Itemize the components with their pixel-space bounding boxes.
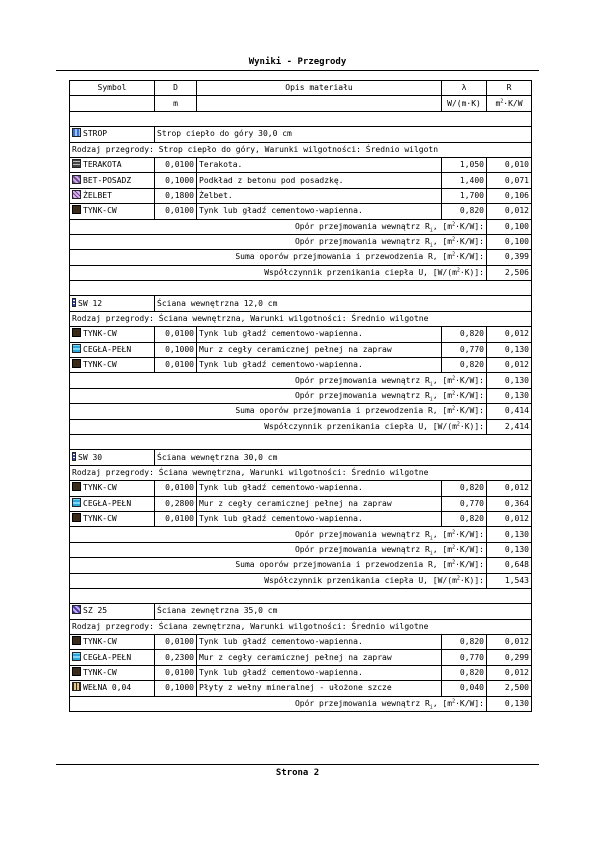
layer-thickness: 0,1000 <box>155 173 197 188</box>
u-row <box>70 419 532 434</box>
layer-lambda: 1,400 <box>442 173 487 188</box>
layer-symbol: TYNK-CW <box>70 358 155 373</box>
wall-icon <box>72 452 76 461</box>
partition-symbol: SW 12 <box>70 296 155 311</box>
layer-description: Terakota. <box>197 157 442 172</box>
header-lambda: λ <box>442 81 487 96</box>
ri-row-label: Opór przejmowania wewnątrz $R_i$, $[m^2\cdot K/W]$: <box>70 219 487 234</box>
layer-lambda: 0,820 <box>442 511 487 526</box>
layer-lambda: 0,820 <box>442 358 487 373</box>
brick-icon <box>72 498 81 507</box>
layer-lambda: 0,040 <box>442 681 487 696</box>
layer-resistance: 0,012 <box>487 635 532 650</box>
layer-row <box>70 681 532 696</box>
layer-description: Tynk lub gładź cementowo-wapienna. <box>197 665 442 680</box>
unit-r: $m^2\cdot K/W$ <box>487 96 532 111</box>
partition-title-row <box>70 604 532 619</box>
layer-row <box>70 188 532 203</box>
unit-opis <box>197 96 442 111</box>
ri-row <box>70 373 532 388</box>
partition-kind-row <box>70 465 532 480</box>
sum-row-value: 0,399 <box>487 250 532 265</box>
layer-description: Płyty z wełny mineralnej - ułożone szcze <box>197 681 442 696</box>
layer-resistance: 0,106 <box>487 188 532 203</box>
plaster-icon <box>72 667 81 676</box>
layer-symbol: TYNK-CW <box>70 511 155 526</box>
u-row-value: 1,543 <box>487 573 532 588</box>
layer-resistance: 0,012 <box>487 327 532 342</box>
ri-row-label: Opór przejmowania wewnątrz $R_i$, $[m^2\cdot K/W]$: <box>70 527 487 542</box>
partition-description: Strop ciepło do góry 30,0 cm <box>155 127 532 142</box>
layer-row <box>70 157 532 172</box>
u-row <box>70 573 532 588</box>
spacer-cell <box>70 281 532 296</box>
ri-row <box>70 219 532 234</box>
u-row-value: 2,414 <box>487 419 532 434</box>
ri-row-label: Opór przejmowania wewnątrz $R_i$, $[m^2\cdot K/W]$: <box>70 234 487 249</box>
header-d: D <box>155 81 197 96</box>
ri-row <box>70 388 532 403</box>
ri-row <box>70 542 532 557</box>
ri-row-label: Opór przejmowania wewnątrz $R_i$, $[m^2\cdot K/W]$: <box>70 388 487 403</box>
ri-row-label: Opór przejmowania wewnątrz $R_i$, $[m^2\cdot K/W]$: <box>70 696 487 711</box>
unit-d: m <box>155 96 197 111</box>
layer-resistance: 0,071 <box>487 173 532 188</box>
layer-resistance: 0,130 <box>487 342 532 357</box>
ri-row-value: 0,100 <box>487 219 532 234</box>
layer-thickness: 0,2800 <box>155 496 197 511</box>
layer-symbol: CEGŁA-PEŁN <box>70 342 155 357</box>
layer-lambda: 0,820 <box>442 481 487 496</box>
layer-symbol: TERAKOTA <box>70 157 155 172</box>
layer-symbol: CEGŁA-PEŁN <box>70 650 155 665</box>
layer-thickness: 0,0100 <box>155 481 197 496</box>
layer-description: Tynk lub gładź cementowo-wapienna. <box>197 635 442 650</box>
ri-row-value: 0,130 <box>487 388 532 403</box>
layer-thickness: 0,1800 <box>155 188 197 203</box>
partition-kind: Rodzaj przegrody: Ściana wewnętrzna, Warunki wilgotności: Średnio wilgotne <box>70 465 532 480</box>
layer-thickness: 0,0100 <box>155 204 197 219</box>
plaster-icon <box>72 359 81 368</box>
layer-thickness: 0,0100 <box>155 157 197 172</box>
partition-kind: Rodzaj przegrody: Ściana zewnętrzna, Warunki wilgotności: Średnio wilgotne <box>70 619 532 634</box>
layer-row <box>70 481 532 496</box>
u-row-label: Współczynnik przenikania ciepła U, $[W/(m^2\cdot K)]$: <box>70 419 487 434</box>
layer-symbol: BET-POSADZ <box>70 173 155 188</box>
unit-symbol <box>70 96 155 111</box>
brick-icon <box>72 652 81 661</box>
layer-resistance: 0,012 <box>487 665 532 680</box>
plaster-icon <box>72 513 81 522</box>
partition-title-row <box>70 296 532 311</box>
brick-icon <box>72 344 81 353</box>
layer-resistance: 0,012 <box>487 358 532 373</box>
u-row-value: 2,506 <box>487 265 532 280</box>
layer-symbol: TYNK-CW <box>70 481 155 496</box>
partition-kind: Rodzaj przegrody: Strop ciepło do góry, Warunki wilgotności: Średnio wilgotn <box>70 142 532 157</box>
layer-row <box>70 496 532 511</box>
sum-row <box>70 404 532 419</box>
sum-row-label: Suma oporów przejmowania i przewodzenia R, $[m^2\cdot K/W]$: <box>70 250 487 265</box>
layer-resistance: 0,364 <box>487 496 532 511</box>
ri-row-value: 0,130 <box>487 527 532 542</box>
layer-lambda: 0,820 <box>442 327 487 342</box>
layer-lambda: 0,820 <box>442 665 487 680</box>
plaster-icon <box>72 482 81 491</box>
layer-thickness: 0,2300 <box>155 650 197 665</box>
partition-symbol: SW 30 <box>70 450 155 465</box>
u-row-label: Współczynnik przenikania ciepła U, $[W/(m^2\cdot K)]$: <box>70 265 487 280</box>
spacer-row <box>70 588 532 603</box>
layer-symbol: CEGŁA-PEŁN <box>70 496 155 511</box>
header-opis: Opis materiału <box>197 81 442 96</box>
ri-row <box>70 696 532 711</box>
layer-lambda: 0,770 <box>442 650 487 665</box>
page-title: Wyniki - Przegrody <box>248 57 347 67</box>
partition-symbol: STROP <box>70 127 155 142</box>
layer-lambda: 0,820 <box>442 635 487 650</box>
spacer-row <box>70 111 532 126</box>
layer-row <box>70 511 532 526</box>
partition-description: Ściana wewnętrzna 12,0 cm <box>155 296 532 311</box>
layer-description: Żelbet. <box>197 188 442 203</box>
partition-title-row <box>70 127 532 142</box>
layer-description: Mur z cegły ceramicznej pełnej na zapraw <box>197 342 442 357</box>
ri-row <box>70 234 532 249</box>
concrete-icon <box>72 175 81 184</box>
layer-thickness: 0,0100 <box>155 358 197 373</box>
layer-resistance: 0,010 <box>487 157 532 172</box>
layer-row <box>70 204 532 219</box>
layer-thickness: 0,0100 <box>155 327 197 342</box>
layer-row <box>70 173 532 188</box>
strop-icon <box>72 128 81 137</box>
layer-symbol: ŻELBET <box>70 188 155 203</box>
u-row <box>70 265 532 280</box>
layer-row <box>70 665 532 680</box>
layer-resistance: 0,012 <box>487 204 532 219</box>
plaster-icon <box>72 636 81 645</box>
layer-description: Tynk lub gładź cementowo-wapienna. <box>197 327 442 342</box>
spacer-row <box>70 281 532 296</box>
sum-row-value: 0,414 <box>487 404 532 419</box>
external-wall-icon <box>72 605 81 614</box>
layer-description: Tynk lub gładź cementowo-wapienna. <box>197 511 442 526</box>
layer-symbol: TYNK-CW <box>70 204 155 219</box>
layer-description: Tynk lub gładź cementowo-wapienna. <box>197 204 442 219</box>
table-units-row <box>70 96 532 111</box>
layer-thickness: 0,0100 <box>155 511 197 526</box>
layer-resistance: 0,299 <box>487 650 532 665</box>
sum-row-label: Suma oporów przejmowania i przewodzenia R, $[m^2\cdot K/W]$: <box>70 558 487 573</box>
layer-thickness: 0,1000 <box>155 681 197 696</box>
table-header-row <box>70 81 532 96</box>
layer-lambda: 1,050 <box>442 157 487 172</box>
layer-description: Mur z cegły ceramicznej pełnej na zapraw <box>197 650 442 665</box>
header-rule <box>56 70 539 71</box>
reinforced-concrete-icon <box>72 190 81 199</box>
layer-description: Tynk lub gładź cementowo-wapienna. <box>197 481 442 496</box>
layer-symbol: TYNK-CW <box>70 665 155 680</box>
mineral-wool-icon <box>72 682 81 691</box>
layer-row <box>70 342 532 357</box>
plaster-icon <box>72 328 81 337</box>
ri-row-value: 0,100 <box>487 234 532 249</box>
ri-row-label: Opór przejmowania wewnątrz $R_i$, $[m^2\cdot K/W]$: <box>70 373 487 388</box>
layer-lambda: 0,770 <box>442 342 487 357</box>
results-table <box>69 80 532 712</box>
layer-resistance: 2,500 <box>487 681 532 696</box>
u-row-label: Współczynnik przenikania ciepła U, $[W/(m^2\cdot K)]$: <box>70 573 487 588</box>
partition-title-row <box>70 450 532 465</box>
unit-lambda: W/(m·K) <box>442 96 487 111</box>
partition-kind-row <box>70 142 532 157</box>
plaster-icon <box>72 205 81 214</box>
layer-row <box>70 327 532 342</box>
layer-row <box>70 650 532 665</box>
partition-description: Ściana zewnętrzna 35,0 cm <box>155 604 532 619</box>
partition-kind-row <box>70 619 532 634</box>
footer-rule <box>56 764 539 765</box>
page-number: Strona 2 <box>275 768 320 778</box>
ri-row-value: 0,130 <box>487 542 532 557</box>
partition-symbol: SZ 25 <box>70 604 155 619</box>
tile-icon <box>72 159 81 168</box>
sum-row-label: Suma oporów przejmowania i przewodzenia R, $[m^2\cdot K/W]$: <box>70 404 487 419</box>
layer-row <box>70 635 532 650</box>
partition-description: Ściana wewnętrzna 30,0 cm <box>155 450 532 465</box>
layer-thickness: 0,1000 <box>155 342 197 357</box>
spacer-cell <box>70 111 532 126</box>
partition-kind-row <box>70 311 532 326</box>
ri-row-value: 0,130 <box>487 373 532 388</box>
partition-kind: Rodzaj przegrody: Ściana wewnętrzna, Warunki wilgotności: Średnio wilgotne <box>70 311 532 326</box>
layer-description: Mur z cegły ceramicznej pełnej na zapraw <box>197 496 442 511</box>
layer-symbol: TYNK-CW <box>70 635 155 650</box>
layer-row <box>70 358 532 373</box>
spacer-cell <box>70 588 532 603</box>
header-symbol: Symbol <box>70 81 155 96</box>
sum-row <box>70 558 532 573</box>
layer-thickness: 0,0100 <box>155 665 197 680</box>
layer-description: Tynk lub gładź cementowo-wapienna. <box>197 358 442 373</box>
layer-lambda: 0,770 <box>442 496 487 511</box>
sum-row-value: 0,648 <box>487 558 532 573</box>
layer-symbol: TYNK-CW <box>70 327 155 342</box>
layer-lambda: 1,700 <box>442 188 487 203</box>
ri-row <box>70 527 532 542</box>
ri-row-value: 0,130 <box>487 696 532 711</box>
layer-description: Podkład z betonu pod posadzkę. <box>197 173 442 188</box>
ri-row-label: Opór przejmowania wewnątrz $R_i$, $[m^2\cdot K/W]$: <box>70 542 487 557</box>
header-r: R <box>487 81 532 96</box>
sum-row <box>70 250 532 265</box>
layer-thickness: 0,0100 <box>155 635 197 650</box>
layer-resistance: 0,012 <box>487 511 532 526</box>
layer-resistance: 0,012 <box>487 481 532 496</box>
wall-icon <box>72 298 76 307</box>
spacer-cell <box>70 434 532 449</box>
spacer-row <box>70 434 532 449</box>
layer-lambda: 0,820 <box>442 204 487 219</box>
layer-symbol: WEŁNA 0,04 <box>70 681 155 696</box>
